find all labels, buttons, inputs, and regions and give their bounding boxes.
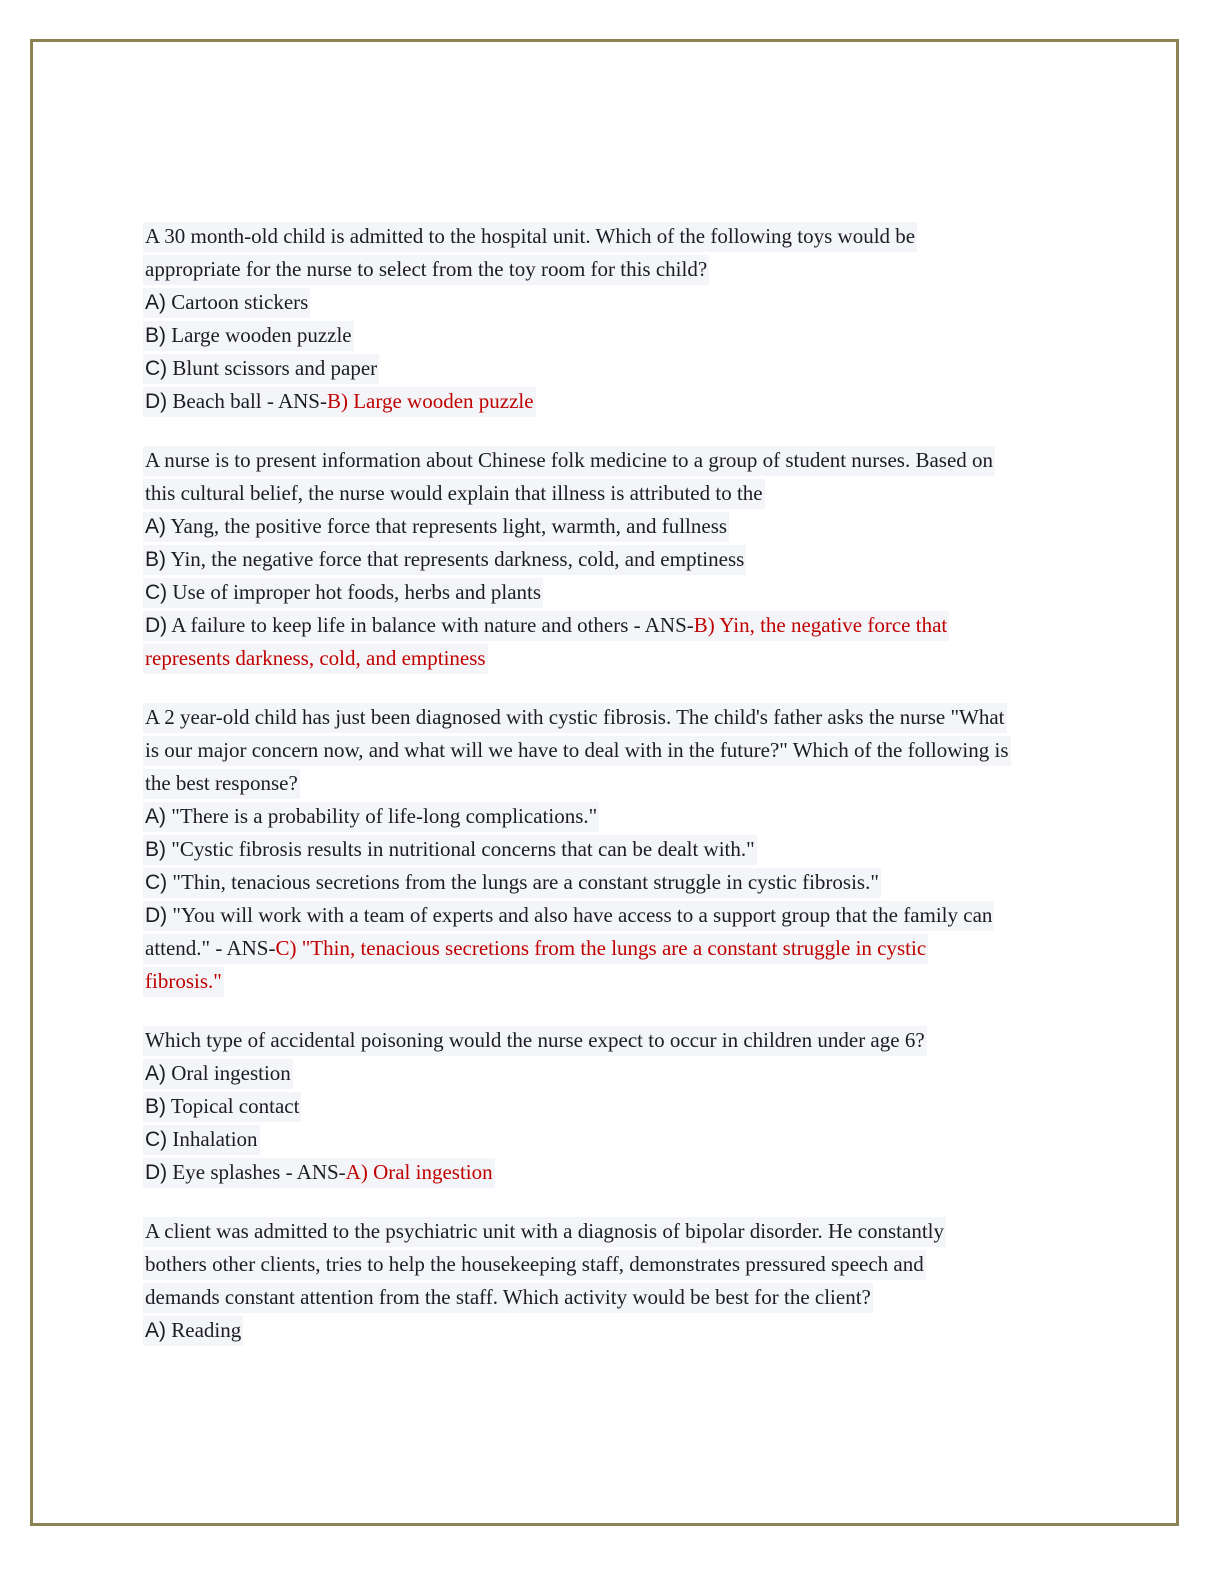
option-b: B) Topical contact: [143, 1090, 1073, 1123]
option-b: B) Large wooden puzzle: [143, 319, 1073, 352]
option-c: C) Blunt scissors and paper: [143, 352, 1073, 385]
question-stem-line: bothers other clients, tries to help the housekeeping staff, demonstrates pressured speech and: [143, 1248, 1073, 1281]
option-d: D) A failure to keep life in balance with nature and others - ANS-B) Yin, the negative force that: [143, 609, 1073, 642]
answer-continuation: fibrosis.": [143, 965, 1073, 998]
answer-continuation: represents darkness, cold, and emptiness: [143, 642, 1073, 675]
option-d-continuation: attend." - ANS-C) "Thin, tenacious secretions from the lungs are a constant struggle in cystic: [143, 932, 1073, 965]
question-stem-line: A nurse is to present information about Chinese folk medicine to a group of student nurses. Based on: [143, 444, 1073, 477]
question-stem-line: A 30 month-old child is admitted to the hospital unit. Which of the following toys would be: [143, 220, 1073, 253]
option-d: D) Beach ball - ANS-B) Large wooden puzzle: [143, 385, 1073, 418]
answer-text: B) Large wooden puzzle: [326, 389, 534, 413]
question-stem-line: demands constant attention from the staff. Which activity would be best for the client?: [143, 1281, 1073, 1314]
option-a: A) Oral ingestion: [143, 1057, 1073, 1090]
option-a: A) Cartoon stickers: [143, 286, 1073, 319]
question-4: [143, 1024, 1073, 1189]
answer-text: A) Oral ingestion: [345, 1160, 493, 1184]
answer-text: B) Yin, the negative force that: [693, 613, 948, 637]
answer-text: C) "Thin, tenacious secretions from the lungs are a constant struggle in cystic: [275, 936, 927, 960]
question-stem-line: this cultural belief, the nurse would explain that illness is attributed to the: [143, 477, 1073, 510]
option-c: C) "Thin, tenacious secretions from the lungs are a constant struggle in cystic fibrosis.": [143, 866, 1073, 899]
document-body: [143, 220, 1073, 1373]
question-5: [143, 1215, 1073, 1347]
question-3: [143, 701, 1073, 998]
question-stem-line: is our major concern now, and what will we have to deal with in the future?" Which of the following is: [143, 734, 1073, 767]
question-stem-line: Which type of accidental poisoning would the nurse expect to occur in children under age 6?: [143, 1024, 1073, 1057]
question-stem-line: appropriate for the nurse to select from the toy room for this child?: [143, 253, 1073, 286]
question-stem-line: the best response?: [143, 767, 1073, 800]
option-b: B) Yin, the negative force that represents darkness, cold, and emptiness: [143, 543, 1073, 576]
option-c: C) Inhalation: [143, 1123, 1073, 1156]
question-2: [143, 444, 1073, 675]
option-c: C) Use of improper hot foods, herbs and plants: [143, 576, 1073, 609]
question-stem-line: A 2 year-old child has just been diagnosed with cystic fibrosis. The child's father asks the nurse "What: [143, 701, 1073, 734]
option-a: A) "There is a probability of life-long complications.": [143, 800, 1073, 833]
option-b: B) "Cystic fibrosis results in nutritional concerns that can be dealt with.": [143, 833, 1073, 866]
option-d: D) Eye splashes - ANS-A) Oral ingestion: [143, 1156, 1073, 1189]
option-a: A) Yang, the positive force that represents light, warmth, and fullness: [143, 510, 1073, 543]
option-a: A) Reading: [143, 1314, 1073, 1347]
question-stem-line: A client was admitted to the psychiatric unit with a diagnosis of bipolar disorder. He constantly: [143, 1215, 1073, 1248]
question-1: [143, 220, 1073, 418]
option-d: D) "You will work with a team of experts and also have access to a support group that the family can: [143, 899, 1073, 932]
